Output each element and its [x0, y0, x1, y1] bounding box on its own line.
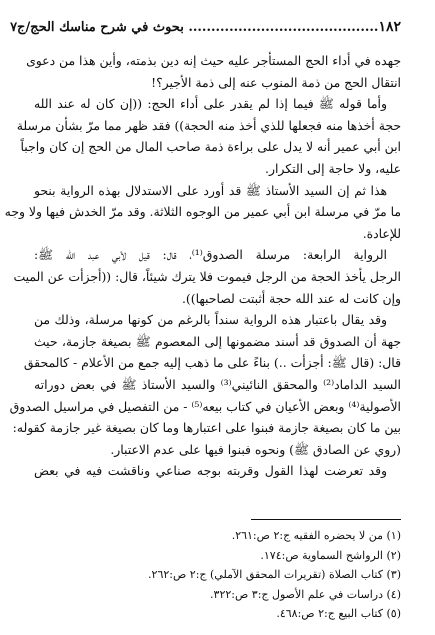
text-line: جهده في أداء الحج المستأجر عليه حيث إنه دين بذمته، وأين هذا من دعوى — [26, 53, 401, 68]
page-number: ١٨٢ — [378, 19, 401, 35]
text-line: قال: (قال ﷺ: أجزأت ..) بناءً على ما ذهب إليه جمع من الأعلام - كالمحقق — [23, 355, 401, 371]
text-line: وقد تعرضت لهذا القول وقربته بوجه صناعي وناقشت فيه في بعض — [34, 463, 387, 479]
footnote: (١) من لا يحضره الفقيه ج:٢ ص:٢٦١. — [231, 529, 401, 542]
text-line: حجة أخذها منه فجعلها للذي أخذ منه الحجة)) فقد ظهر مما مرّ بشأن مرسلة — [16, 117, 401, 133]
text-line: وقد يقال باعتبار هذه الرواية سنداً بالرغم من كونها مرسلة، وذلك من — [34, 312, 387, 328]
text-line: للإعادة. — [362, 225, 401, 241]
footnote: (٤) دراسات في علم الأصول ج:٣ ص:٣٢٢. — [210, 587, 401, 601]
text-line: وأما قوله ﷺ فيما إذا لم يقدر على أداء الحج: ((إن كان له عند الله — [34, 96, 387, 112]
footnote: (٣) كتاب الصلاة (تقريرات المحقق الآملي) ج:٢ ص:٢٦٢. — [148, 568, 401, 581]
header-dots: .......................................... — [188, 19, 379, 35]
text-line: جهة أن الصدوق قد أسند مضمونها إلى المعصوم ﷺ بصيغة جازمة، حيث — [34, 333, 401, 349]
body-text — [4, 50, 401, 482]
text-line: هذا ثم إن السيد الأستاذ ﷺ قد أورد على الاستدلال بهذه الرواية بنحو — [34, 182, 387, 198]
text-line: الرواية الرابعة: مرسلة الصدوق⁽¹⁾، قال: قيل لأبي عبد الله ﷺ: — [34, 247, 387, 263]
footnote: (٢) الرواشح السماوية ص:١٧٤. — [260, 548, 401, 562]
text-line: انتقال الحج من ذمة المنوب عنه إلى ذمة الأجير؟! — [151, 74, 401, 90]
running-title — [10, 20, 378, 35]
footnote: (٥) كتاب البيع ج:٢ ص:٤٦٨. — [276, 607, 401, 620]
text-line: الرجل يأخذ الحجة من الرجل فيموت فلا يترك شيئاً، قال: ((أجزأت عن الميت — [13, 268, 401, 284]
header-title-text: بحوث في شرح مناسك الحج/ج٧ — [10, 19, 184, 35]
text-line: وإن كانت له عند الله حجة أثبتت لصاحبها)). — [181, 290, 401, 306]
text-line: (روي عن الصادق ﷺ) ونحوه فبنوا فيها على عدم الاعتبار. — [110, 441, 401, 457]
text-line: بين ما كان بصيغة جازمة فبنوا على اعتبارها وما كان بصيغة غير جازمة كقوله: — [12, 420, 401, 436]
text-line: عليه، ولا حاجة إلى التكرار. — [265, 160, 401, 176]
text-line: ابن أبي عمير أنه لا يدل على براءة ذمة صاحب المال من الحج إن كان واجباً — [20, 139, 401, 155]
text-line: الأصولية⁽⁴⁾ وبعض الأعيان في كتاب بيعه⁽⁵⁾ - من التفصيل في مراسيل الصدوق — [9, 398, 401, 414]
text-line: السيد الداماد⁽²⁾ والمحقق النائيني⁽³⁾ والسيد الأستاذ ﷺ في بعض دوراته — [34, 376, 401, 392]
text-line: ما مرّ في مرسلة ابن أبي عمير من الوجوه الثلاثة. وقد مرّ الخدش فيها ولا وجه — [4, 204, 401, 220]
footnotes — [34, 526, 401, 624]
footnote-separator — [251, 519, 401, 520]
running-header — [10, 18, 401, 36]
